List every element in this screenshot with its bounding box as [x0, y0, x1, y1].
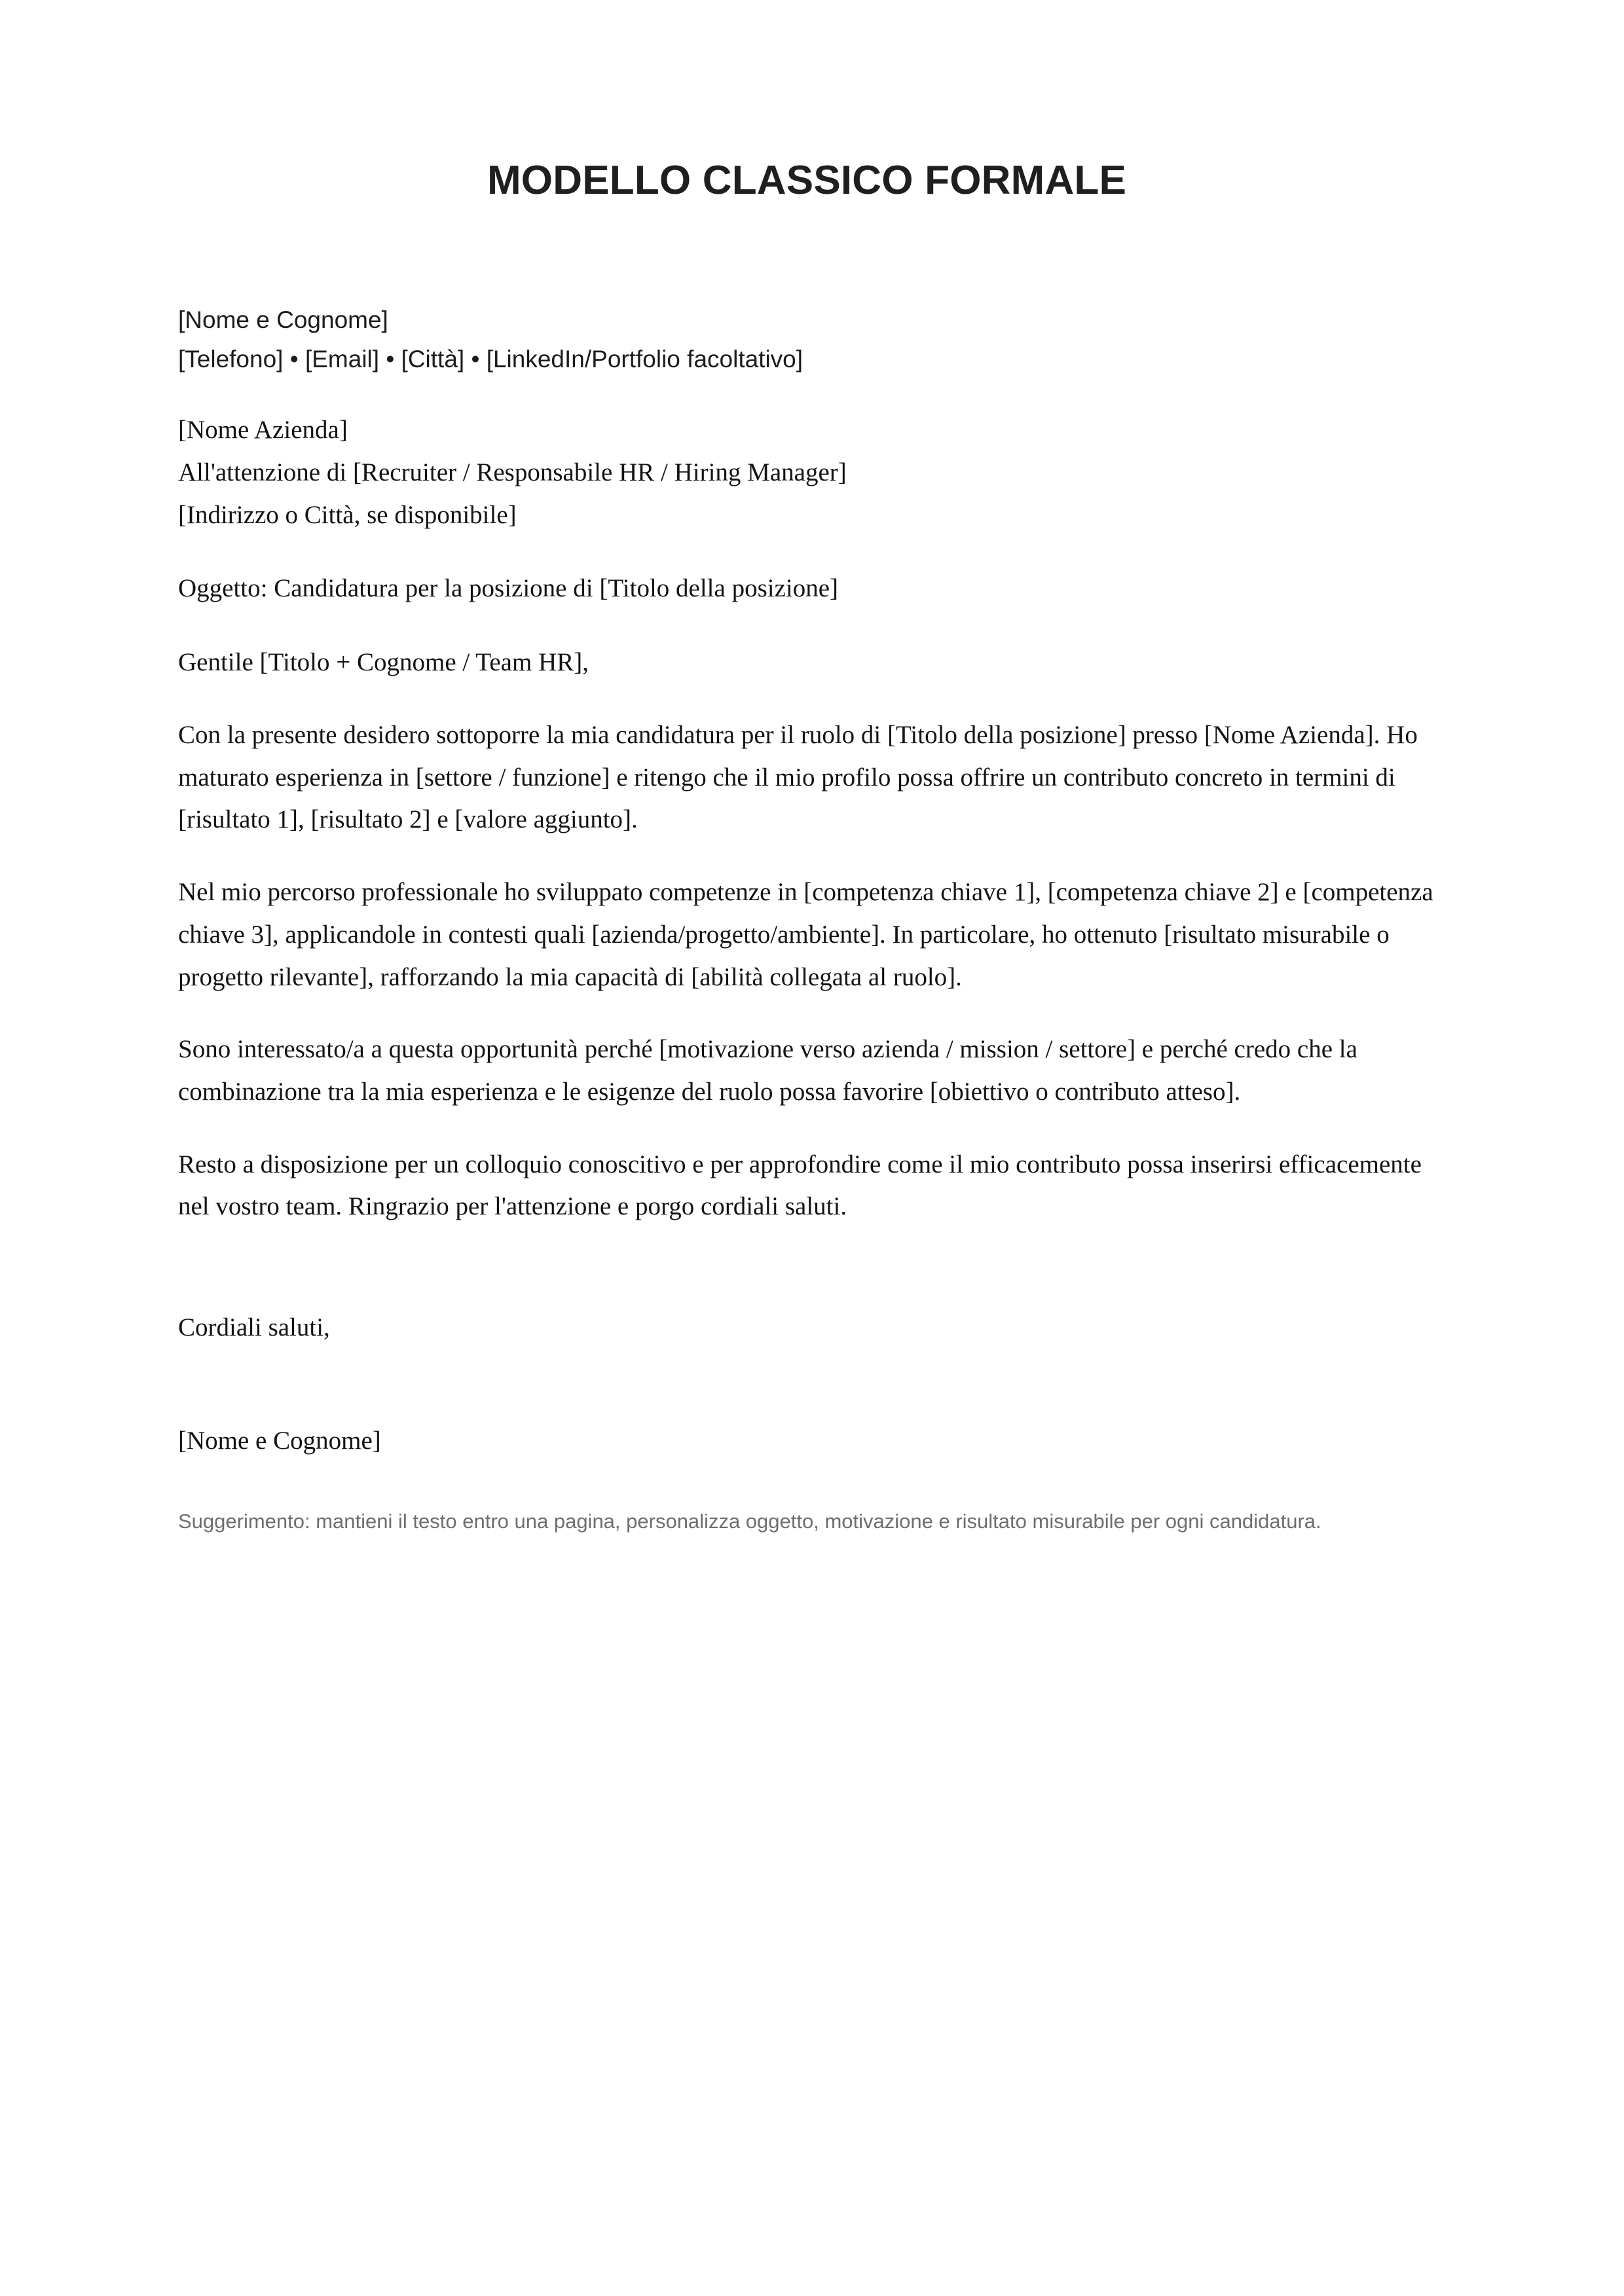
footer-tip-note: Suggerimento: mantieni il testo entro una pagina, personalizza oggetto, motivazione e risultato misurabile per ogni candidatura. — [178, 1509, 1321, 1533]
recipient-address-line: [Indirizzo o Città, se disponibile] — [178, 500, 517, 529]
subject-line: Oggetto: Candidatura per la posizione di [Titolo della posizione] — [178, 574, 839, 603]
body-paragraph-1: Con la presente desidero sottoporre la mia candidatura per il ruolo di [Titolo della posizione] presso [Nome Azienda]. Ho maturato esperienza in [settore / funzione] e ritengo che il mio profilo possa offrire un contributo concreto in termini di [risultato 1], [risultato 2] e [valore aggiunto]. — [178, 720, 1418, 834]
document-content — [178, 0, 1435, 1537]
recipient-company-line: [Nome Azienda] — [178, 416, 348, 445]
body-paragraph-3: Sono interessato/a a questa opportunità perché [motivazione verso azienda / mission / settore] e perché credo che la combinazione tra la mia esperienza e le esigenze del ruolo possa favorire [obiettivo o contributo atteso]. — [178, 1035, 1357, 1106]
sender-details-line: [Telefono] • [Email] • [Città] • [LinkedIn/Portfolio facoltativo] — [178, 346, 803, 373]
signature-line: [Nome e Cognome] — [178, 1426, 381, 1455]
page-title: MODELLO CLASSICO FORMALE — [487, 158, 1127, 203]
sender-name-line: [Nome e Cognome] — [178, 306, 388, 334]
recipient-attention-line: All'attenzione di [Recruiter / Responsabile HR / Hiring Manager] — [178, 458, 847, 486]
body-paragraph-2: Nel mio percorso professionale ho sviluppato competenze in [competenza chiave 1], [competenza chiave 2] e [competenza chiave 3], applicandole in contesti quali [azienda/progetto/ambiente]. In particolare, ho ottenuto [risultato misurabile o progetto rilevante], rafforzando la mia capacità di [abilità collegata al ruolo]. — [178, 878, 1433, 991]
recipient-block — [178, 409, 1435, 536]
body-paragraph-4: Resto a disposizione per un colloquio conoscitivo e per approfondire come il mio contributo possa inserirsi efficacemente nel vostro team. Ringrazio per l'attenzione e porgo cordiali saluti. — [178, 1150, 1422, 1221]
greeting-line: Gentile [Titolo + Cognome / Team HR], — [178, 648, 589, 677]
closing-line: Cordiali saluti, — [178, 1313, 330, 1342]
sender-contact-block — [178, 301, 1435, 379]
